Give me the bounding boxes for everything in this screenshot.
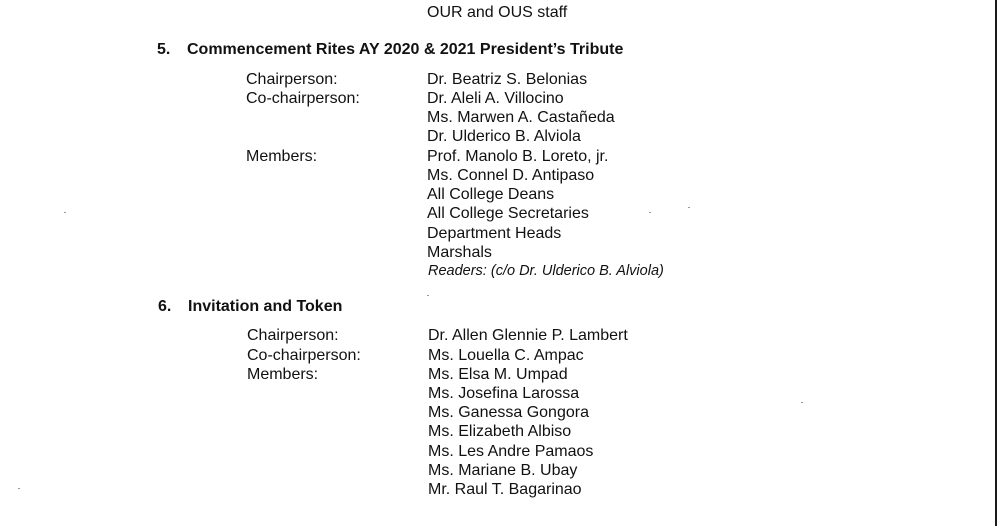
section-5-member: Department Heads [427,225,562,242]
section-6-member: Ms. Elsa M. Umpad [428,366,568,383]
section-5-readers-note: Readers: (c/o Dr. Ulderico B. Alviola) [428,263,664,279]
section-6-member: Ms. Les Andre Pamaos [428,443,594,460]
section-5-cochair-name: Dr. Ulderico B. Alviola [427,128,581,145]
section-5-chair-name: Dr. Beatriz S. Belonias [427,71,588,88]
scan-speck [801,402,803,403]
section-5-title: Commencement Rites AY 2020 & 2021 President’s Tribute [187,41,624,58]
section-5-member: Ms. Connel D. Antipaso [427,167,595,184]
section-6-chair-name: Dr. Allen Glennie P. Lambert [428,327,628,344]
scan-speck [649,212,651,213]
section-6-cochair-label: Co-chairperson: [247,347,361,364]
section-6-chair-label: Chairperson: [247,327,339,344]
section-6-member: Ms. Mariane B. Ubay [428,462,578,479]
scan-speck [18,488,20,489]
scan-speck [688,207,690,208]
section-5-cochair-name: Dr. Aleli A. Villocino [427,90,564,107]
section-5-number: 5. [157,41,171,58]
section-6-members-label: Members: [247,366,319,383]
section-5-member: All College Secretaries [427,205,589,222]
section-6-member: Ms. Ganessa Gongora [428,404,589,421]
section-5-members-label: Members: [246,148,318,165]
scan-speck [427,295,429,296]
scan-speck [64,212,66,213]
section-5-member: All College Deans [427,186,555,203]
section-6-cochair-name: Ms. Louella C. Ampac [428,347,584,364]
section-5-cochair-label: Co-chairperson: [246,90,360,107]
continuation-line: OUR and OUS staff [427,4,568,21]
section-6-member: Ms. Elizabeth Albiso [428,423,572,440]
section-6-title: Invitation and Token [188,298,343,315]
section-5-cochair-name: Ms. Marwen A. Castañeda [427,109,615,126]
section-5-chair-label: Chairperson: [246,71,338,88]
page-edge-line [995,0,997,526]
section-6-member: Ms. Josefina Larossa [428,385,580,402]
section-5-member: Marshals [427,244,492,261]
section-6-member: Mr. Raul T. Bagarinao [428,481,582,498]
section-6-number: 6. [158,298,172,315]
section-5-member: Prof. Manolo B. Loreto, jr. [427,148,609,165]
